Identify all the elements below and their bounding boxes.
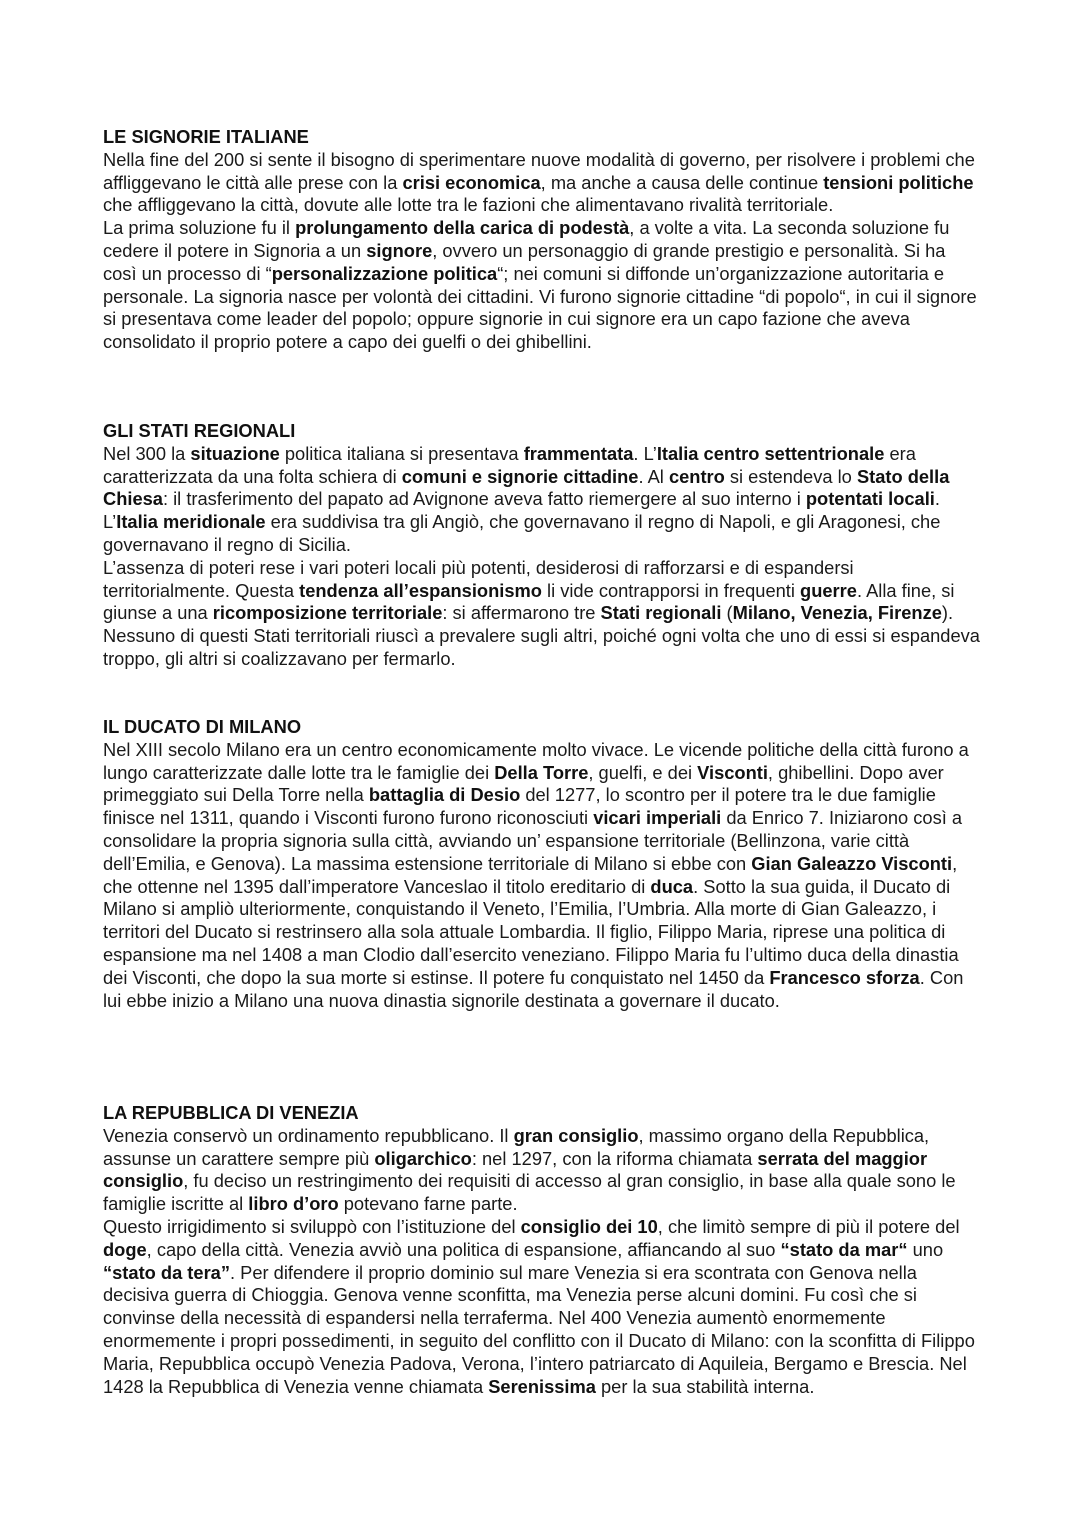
paragraph bbox=[103, 1216, 983, 1398]
paragraph bbox=[103, 739, 983, 1013]
bold-text: Francesco sforza bbox=[769, 966, 920, 988]
bold-text: Italia meridionale bbox=[116, 511, 266, 533]
paragraph bbox=[103, 149, 983, 217]
bold-text: personalizzazione politica bbox=[271, 262, 498, 284]
text-run: : si affermarono tre bbox=[442, 602, 601, 624]
text-run: , guelfi, e dei bbox=[588, 761, 698, 783]
text-run: Nel 300 la bbox=[103, 442, 191, 464]
bold-text: guerre bbox=[800, 579, 857, 601]
text-run: . Per difendere il proprio dominio sul mare Venezia si era scontrata con Genova nella decisiva guerra di Chioggia. Genova venne sconfitta, ma Venezia perse alcuni domini. Fu così che si convinse della necessità di espandersi nella terraferma. Nel 400 Venezia aumentò enormemente enormemente i propri possedimenti, in seguito del conflitto con il Ducato di Milano: con la sconfitta di Filippo Maria, Repubblica occupò Venezia Padova, Verona, l’intero patriarcato di Aquileia, Bergamo e Brescia. Nel 1428 la Repubblica di Venezia venne chiamata bbox=[103, 1261, 975, 1397]
bold-text: serrata del maggior consiglio bbox=[103, 1147, 928, 1192]
text-run: Questo irrigidimento si sviluppò con l’istituzione del bbox=[103, 1215, 521, 1237]
text-run: ). Nessuno di questi Stati territoriali riuscì a prevalere sugli altri, poiché ogni volta che uno di essi si espandeva troppo, gli altri si coalizzavano per fermarlo. bbox=[103, 602, 980, 669]
text-run: potevano farne parte. bbox=[338, 1193, 518, 1215]
text-run: uno bbox=[907, 1238, 944, 1260]
bold-text: libro d’oro bbox=[248, 1193, 339, 1215]
bold-text: Serenissima bbox=[488, 1375, 596, 1397]
section-title: GLI STATI REGIONALI bbox=[103, 420, 296, 441]
bold-text: comuni e signorie cittadine bbox=[401, 465, 639, 487]
section-body bbox=[103, 443, 983, 671]
bold-text: gran consiglio bbox=[513, 1124, 639, 1146]
text-run: , ghibellini. Dopo aver primeggiato sui Della Torre nella bbox=[103, 761, 944, 806]
text-run: era suddivisa tra gli Angiò, che governavano il regno di Napoli, e gli Aragonesi, che governavano il regno di Sicilia. bbox=[103, 511, 941, 555]
bold-text: ricomposizione territoriale bbox=[212, 602, 443, 624]
text-run: , capo della città. Venezia avviò una politica di espansione, affiancando al suo bbox=[146, 1238, 781, 1260]
text-run: si estendeva lo bbox=[724, 465, 857, 487]
section-repubblica-di-venezia bbox=[103, 1102, 983, 1398]
section-body bbox=[103, 149, 983, 354]
bold-text: Della Torre bbox=[494, 761, 589, 783]
text-run: , ovvero un personaggio di grande prestigio e personalità. Si ha così un processo di “ bbox=[103, 239, 946, 284]
section-signorie-italiane bbox=[103, 126, 983, 354]
text-run: ( bbox=[721, 602, 733, 624]
bold-text: “stato da mar“ bbox=[780, 1238, 908, 1260]
bold-text: Italia centro settentrionale bbox=[656, 442, 885, 464]
text-run: L’assenza di poteri rese i vari poteri locali più potenti, desiderosi di rafforzarsi e di espandersi territorialmente. Questa bbox=[103, 556, 854, 601]
bold-text: tensioni politiche bbox=[823, 171, 974, 193]
section-ducato-di-milano bbox=[103, 716, 983, 1012]
bold-text: Stati regionali bbox=[600, 602, 722, 624]
text-run: , fu deciso un restringimento dei requisiti di accesso al gran consiglio, in base alla quale sono le famiglie iscritte al bbox=[103, 1170, 956, 1215]
text-run: “; nei comuni si diffonde un’organizzazione autoritaria e personale. La signoria nasce per volontà dei cittadini. Vi furono signorie cittadine “di popolo“, in cui il signore si presentava come leader del popolo; oppure signorie in cui signore era un capo fazione che aveva consolidato il proprio potere a capo dei guelfi o dei ghibellini. bbox=[103, 262, 977, 353]
text-run: che affliggevano la città, dovute alle lotte tra le fazioni che alimentavano rivalità territoriale. bbox=[103, 194, 834, 216]
bold-text: tendenza all’espansionismo bbox=[299, 579, 542, 601]
bold-text: signore bbox=[366, 239, 433, 261]
text-run: da Enrico 7. Iniziarono così a consolidare la propria signoria sulla città, avviando un’ espansione territoriale (Bellinzona, varie città dell’Emilia, e Genova). La massima estensione territoriale di Milano si ebbe con bbox=[103, 807, 963, 874]
bold-text: consiglio dei 10 bbox=[520, 1215, 658, 1237]
text-run: . Al bbox=[638, 465, 669, 487]
text-run: . Con lui ebbe inizio a Milano una nuova dinastia signorile destinata a governare il ducato. bbox=[103, 966, 964, 1011]
text-run: Nella fine del 200 si sente il bisogno di sperimentare nuove modalità di governo, per risolvere i problemi che affliggevano le città alle prese con la bbox=[103, 148, 975, 193]
text-run: Nel XIII secolo Milano era un centro economicamente molto vivace. Le vicende politiche della città furono a lungo caratterizzate dalle lotte tra le famiglie dei bbox=[103, 738, 969, 783]
text-run: per la sua stabilità interna. bbox=[595, 1375, 815, 1397]
bold-text: oligarchico bbox=[374, 1147, 472, 1169]
bold-text: “stato da tera” bbox=[103, 1261, 230, 1283]
text-run: . L’ bbox=[633, 442, 657, 464]
paragraph bbox=[103, 443, 983, 557]
text-run: politica italiana si presentava bbox=[279, 442, 524, 464]
text-run: era caratterizzata da una folta schiera di bbox=[103, 442, 916, 487]
text-run: Venezia conservò un ordinamento repubblicano. Il bbox=[103, 1124, 514, 1146]
text-run: , massimo organo della Repubblica, assunse un carattere sempre più bbox=[103, 1124, 930, 1169]
text-run: : il trasferimento del papato ad Avignone aveva fatto riemergere al suo interno i bbox=[162, 488, 806, 510]
text-run: : nel 1297, con la riforma chiamata bbox=[471, 1147, 758, 1169]
text-run: . Alla fine, si giunse a una bbox=[103, 579, 955, 624]
bold-text: doge bbox=[103, 1238, 147, 1260]
bold-text: Gian Galeazzo Visconti bbox=[751, 852, 953, 874]
bold-text: Stato della Chiesa bbox=[103, 465, 950, 510]
bold-text: vicari imperiali bbox=[593, 807, 722, 829]
section-body bbox=[103, 739, 983, 1013]
bold-text: situazione bbox=[190, 442, 280, 464]
paragraph bbox=[103, 557, 983, 671]
text-run: La prima soluzione fu il bbox=[103, 217, 296, 239]
bold-text: potentati locali bbox=[805, 488, 935, 510]
bold-text: crisi economica bbox=[402, 171, 541, 193]
text-run: . Sotto la sua guida, il Ducato di Milano si ampliò ulteriormente, conquistando il Veneto, l’Emilia, l’Umbria. Alla morte di Gian Galeazzo, i territori del Ducato si restrinsero alla sola attuale Lombardia. Il figlio, Filippo Maria, riprese una politica di espansione ma nel 1408 a man Clodio dall’esercito veneziano. Filippo Maria fu l’ultimo duca della dinastia dei Visconti, che dopo la sua morte si estinse. Il potere fu conquistato nel 1450 da bbox=[103, 875, 959, 988]
section-body bbox=[103, 1125, 983, 1399]
text-run: del 1277, lo scontro per il potere tra le due famiglie finisce nel 1311, quando i Visconti furono furono riconosciuti bbox=[103, 784, 936, 829]
bold-text: Visconti bbox=[697, 761, 768, 783]
bold-text: frammentata bbox=[523, 442, 634, 464]
paragraph bbox=[103, 217, 983, 354]
section-stati-regionali bbox=[103, 420, 983, 671]
section-title: IL DUCATO DI MILANO bbox=[103, 716, 302, 737]
text-run: , che ottenne nel 1395 dall’imperatore Vanceslao il titolo ereditario di bbox=[103, 852, 958, 897]
bold-text: centro bbox=[668, 465, 725, 487]
bold-text: battaglia di Desio bbox=[368, 784, 521, 806]
paragraph bbox=[103, 1125, 983, 1216]
text-run: , a volte a vita. La seconda soluzione fu cedere il potere in Signoria a un bbox=[103, 217, 950, 261]
bold-text: prolungamento della carica di podestà bbox=[295, 217, 630, 239]
text-run: li vide contrapporsi in frequenti bbox=[541, 579, 801, 601]
bold-text: Milano, Venezia, Firenze bbox=[732, 602, 942, 624]
text-run: , che limitò sempre di più il potere del bbox=[657, 1215, 960, 1237]
bold-text: duca bbox=[650, 875, 694, 897]
section-title: LA REPUBBLICA DI VENEZIA bbox=[103, 1102, 359, 1123]
text-run: . L’ bbox=[103, 488, 940, 533]
text-run: , ma anche a causa delle continue bbox=[540, 171, 824, 193]
section-title: LE SIGNORIE ITALIANE bbox=[103, 126, 309, 147]
